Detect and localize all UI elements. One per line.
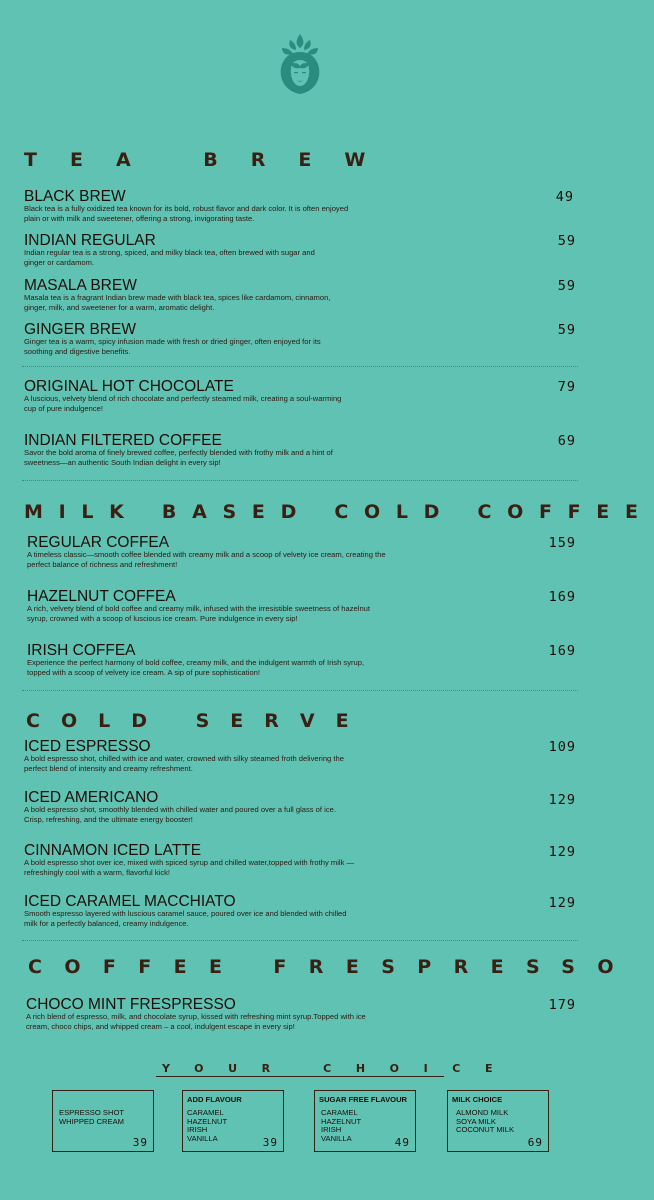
item-price: 59	[557, 322, 576, 338]
menu-item	[27, 642, 576, 678]
item-name: BLACK BREW	[24, 188, 126, 205]
choice-option: ALMOND MILK	[456, 1108, 509, 1117]
choice-option: VANILLA	[321, 1133, 352, 1143]
divider	[22, 480, 578, 481]
item-price: 129	[548, 792, 576, 808]
item-name: REGULAR COFFEA	[27, 534, 170, 551]
item-price: 69	[557, 433, 576, 449]
divider	[22, 366, 578, 367]
choice-heading: MILK CHOICE	[452, 1095, 503, 1104]
item-price: 49	[555, 189, 574, 205]
choice-box-extras	[52, 1090, 154, 1152]
your-choice-title	[156, 1062, 518, 1077]
menu-item	[24, 842, 576, 878]
item-price: 129	[548, 895, 576, 911]
choice-price: 69	[527, 1136, 543, 1150]
item-price: 129	[548, 844, 576, 860]
item-name: CINNAMON ICED LATTE	[24, 842, 202, 859]
section-title-cold-serve: COLD SERVE	[26, 710, 370, 732]
choice-box-milk-choice	[447, 1090, 549, 1152]
item-description: Smooth espresso layered with luscious caramel sauce, poured over ice and blended with chilled milk for a perfectly balanced, creamy indulgence.	[24, 909, 347, 928]
choice-option: IRISH	[187, 1125, 208, 1135]
choice-option: IRISH	[321, 1125, 342, 1135]
item-description: A luscious, velvety blend of rich chocolate and perfectly steamed milk, creating a soul-warming cup of pure indulgence!	[24, 394, 342, 413]
item-name: ICED AMERICANO	[24, 789, 159, 806]
item-name: INDIAN REGULAR	[24, 232, 156, 249]
choice-list	[187, 1109, 227, 1143]
item-description: Savor the bold aroma of finely brewed coffee, perfectly blended with frothy milk and a hint of sweetness—an authentic South Indian delight in every sip!	[24, 448, 333, 467]
your-choice-title-text: YOUR CHOICE	[162, 1062, 518, 1075]
choice-option: ESPRESSO SHOT	[59, 1108, 124, 1117]
menu-item	[24, 277, 576, 313]
item-description: A bold espresso shot over ice, mixed with spiced syrup and chilled water,topped with frothy milk — refreshingly cool with a warm, flavorful kick!	[24, 858, 355, 877]
menu-item	[24, 321, 576, 357]
choice-option: WHIPPED CREAM	[59, 1116, 124, 1126]
choice-box-add-flavour	[182, 1090, 284, 1152]
choice-option: CARAMEL	[187, 1108, 224, 1117]
item-name: GINGER BREW	[24, 321, 136, 338]
menu-item	[24, 893, 576, 929]
item-description: A rich blend of espresso, milk, and chocolate syrup, kissed with refreshing mint syrup.Topped with ice cream, choco chips, and whipped cream – a cool, indulgent escape in every sip!	[26, 1012, 366, 1031]
choice-option: SOYA MILK	[456, 1116, 496, 1126]
choice-list	[456, 1109, 514, 1135]
choice-option: COCONUT MILK	[456, 1125, 515, 1135]
item-price: 159	[548, 535, 576, 551]
item-description: A rich, velvety blend of bold coffee and creamy milk, infused with the irresistible sweetness of hazelnut syrup, crowned with a scoop of luscious ice cream. Pure indulgence in every sip!	[27, 604, 371, 623]
item-description: Experience the perfect harmony of bold coffee, creamy milk, and the indulgent warmth of Irish syrup, topped with a scoop of velvety ice cream. A sip of pure sophistication!	[27, 658, 365, 677]
item-price: 79	[557, 379, 576, 395]
menu-item	[24, 789, 576, 825]
choice-option: VANILLA	[187, 1133, 218, 1143]
divider	[22, 940, 578, 941]
divider	[22, 690, 578, 691]
item-price: 59	[557, 278, 576, 294]
choice-option: CARAMEL	[321, 1108, 358, 1117]
menu-item	[27, 534, 576, 570]
item-description: A bold espresso shot, smoothly blended with chilled water and poured over a full glass of ice. Crisp, refreshing, and the ultimate energy booster!	[24, 805, 336, 824]
choice-heading: SUGAR FREE FLAVOUR	[319, 1095, 408, 1104]
item-description: Black tea is a fully oxidized tea known for its bold, robust flavor and dark color. It is often enjoyed plain or with milk and sweetener, offering a strong, invigorating taste.	[24, 204, 349, 223]
choice-heading: ADD FLAVOUR	[187, 1095, 242, 1104]
choice-price: 39	[262, 1136, 278, 1150]
choice-list	[59, 1109, 124, 1126]
item-name: INDIAN FILTERED COFFEE	[24, 432, 222, 449]
item-description: A timeless classic—smooth coffee blended with creamy milk and a scoop of velvety ice cream, creating the perfect balance of richness and refreshment!	[27, 550, 386, 569]
item-description: A bold espresso shot, chilled with ice and water, crowned with silky steamed froth delivering the perfect blend of intensity and creamy refreshment.	[24, 754, 344, 773]
item-name: ICED ESPRESSO	[24, 738, 151, 755]
choice-price: 39	[132, 1136, 148, 1150]
item-name: ICED CARAMEL MACCHIATO	[24, 893, 236, 910]
choice-option: HAZELNUT	[187, 1116, 228, 1126]
menu-item	[26, 996, 576, 1032]
menu-item	[24, 232, 576, 268]
item-name: ORIGINAL HOT CHOCOLATE	[24, 378, 234, 395]
choice-list	[321, 1109, 361, 1143]
choice-box-sugar-free-flavour	[314, 1090, 416, 1152]
item-description: Masala tea is a fragrant Indian brew made with black tea, spices like cardamom, cinnamon, ginger, milk, and sweetener for a warm, aromatic delight.	[24, 293, 331, 312]
section-title-milk-based-cold-coffee: MILK BASED COLD COFFEE	[24, 501, 654, 523]
crowned-woman-logo-icon	[276, 32, 324, 98]
item-price: 59	[557, 233, 576, 249]
menu-item	[27, 588, 576, 624]
item-price: 109	[548, 739, 576, 755]
menu-item	[24, 738, 576, 774]
item-price: 179	[548, 997, 576, 1013]
section-title-coffee-frespresso: COFFEE FRESPRESSO	[28, 956, 636, 978]
item-name: CHOCO MINT FRESPRESSO	[26, 996, 236, 1013]
item-name: MASALA BREW	[24, 277, 137, 294]
item-price: 169	[548, 643, 576, 659]
menu-item	[24, 432, 576, 468]
choice-price: 49	[394, 1136, 410, 1150]
menu-item	[24, 378, 576, 414]
item-name: HAZELNUT COFFEA	[27, 588, 176, 605]
section-title-tea-brew: TEA BREW	[24, 149, 399, 171]
choice-option: HAZELNUT	[321, 1116, 362, 1126]
item-description: Indian regular tea is a strong, spiced, and milky black tea, often brewed with sugar and ginger or cardamom.	[24, 248, 315, 267]
item-name: IRISH COFFEA	[27, 642, 136, 659]
menu-item	[24, 188, 576, 224]
item-price: 169	[548, 589, 576, 605]
item-description: Ginger tea is a warm, spicy infusion made with fresh or dried ginger, often enjoyed for its soothing and digestive benefits.	[24, 337, 321, 356]
